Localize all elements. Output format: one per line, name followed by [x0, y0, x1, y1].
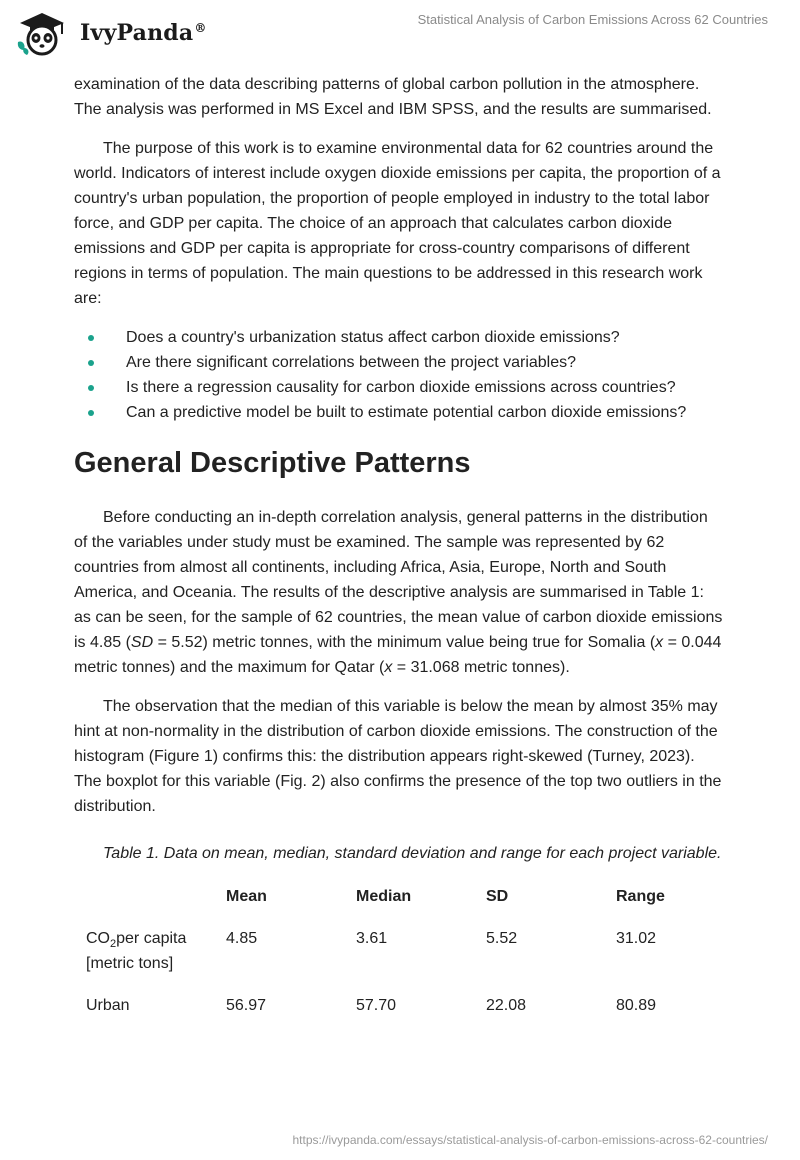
- intro-paragraph: examination of the data describing patterns of global carbon pollution in the atmosphere. The analysis was performed in MS Excel and IBM SPSS, and the results are summarised.: [74, 76, 712, 118]
- table-row: [74, 926, 716, 993]
- bullet-icon: [88, 335, 94, 341]
- mean-cell: 56.97: [226, 997, 267, 1014]
- range-cell: 80.89: [616, 997, 657, 1014]
- descriptive-stats-table: [74, 884, 716, 1039]
- sd-cell: 5.52: [486, 930, 518, 947]
- bullet-icon: [88, 385, 94, 391]
- column-header: SD: [486, 888, 509, 905]
- bullet-icon: [88, 410, 94, 416]
- research-questions-list: [74, 325, 724, 425]
- table-row: [74, 993, 716, 1039]
- median-cell: 3.61: [356, 930, 388, 947]
- list-item: Are there significant correlations between the project variables?: [74, 350, 724, 375]
- column-header: [74, 884, 226, 926]
- page-header: [0, 0, 800, 70]
- list-item: Does a country's urbanization status affect carbon dioxide emissions?: [74, 325, 724, 350]
- essay-body: [74, 72, 724, 1039]
- document-title: Statistical Analysis of Carbon Emissions Across 62 Countries: [417, 12, 768, 27]
- logo-wordmark: IvyPanda®: [80, 20, 207, 46]
- column-header: Range: [616, 888, 665, 905]
- row-label: Urban: [86, 997, 130, 1014]
- descriptive-paragraph: Before conducting an in-depth correlation analysis, general patterns in the distribution of the variables under study must be examined. The sample was represented by 62 countries from almost all continents, including Africa, Asia, Europe, North and South America, and Oceania. The results of the descriptive analysis are summarised in Table 1: as can be seen, for the sample of 62 countries, the mean value of carbon dioxide emissions is 4.85 (SD = 5.52) metric tonnes, with the minimum value being true for Somalia (x = 0.044 metric tonnes) and the maximum for Qatar (x = 31.068 metric tonnes).: [74, 509, 723, 676]
- row-label: $CO_2per$ capita [metric tons]: [86, 930, 187, 972]
- range-cell: 31.02: [616, 930, 657, 947]
- table-header-row: [74, 884, 716, 926]
- column-header: Mean: [226, 888, 267, 905]
- median-cell: 57.70: [356, 997, 397, 1014]
- section-heading: General Descriptive Patterns: [74, 447, 471, 479]
- list-item: Is there a regression causality for carbon dioxide emissions across countries?: [74, 375, 724, 400]
- column-header: Median: [356, 888, 412, 905]
- sd-cell: 22.08: [486, 997, 527, 1014]
- table-caption: Table 1. Data on mean, median, standard deviation and range for each project variable.: [103, 845, 722, 862]
- ivypanda-logo[interactable]: [14, 10, 207, 56]
- bullet-icon: [88, 360, 94, 366]
- source-url[interactable]: https://ivypanda.com/essays/statistical-analysis-of-carbon-emissions-across-62-countries/: [292, 1133, 768, 1147]
- list-item: Can a predictive model be built to estimate potential carbon dioxide emissions?: [74, 400, 724, 425]
- panda-logo-icon: [14, 10, 70, 56]
- mean-cell: 4.85: [226, 930, 258, 947]
- purpose-paragraph: The purpose of this work is to examine environmental data for 62 countries around the world. Indicators of interest include oxygen dioxide emissions per capita, the proportion of a country's urban population, the proportion of people employed in industry to the total labor force, and GDP per capita. The choice of an approach that calculates carbon dioxide emissions and GDP per capita is appropriate for cross-country comparisons of different regions in terms of population. The main questions to be addressed in this research work are:: [74, 140, 721, 307]
- median-paragraph: The observation that the median of this variable is below the mean by almost 35% may hint at non-normality in the distribution of carbon dioxide emissions. The construction of the histogram (Figure 1) confirms this: the distribution appears right-skewed (Turney, 2023). The boxplot for this variable (Fig. 2) also confirms the presence of the top two outliers in the distribution.: [74, 698, 722, 815]
